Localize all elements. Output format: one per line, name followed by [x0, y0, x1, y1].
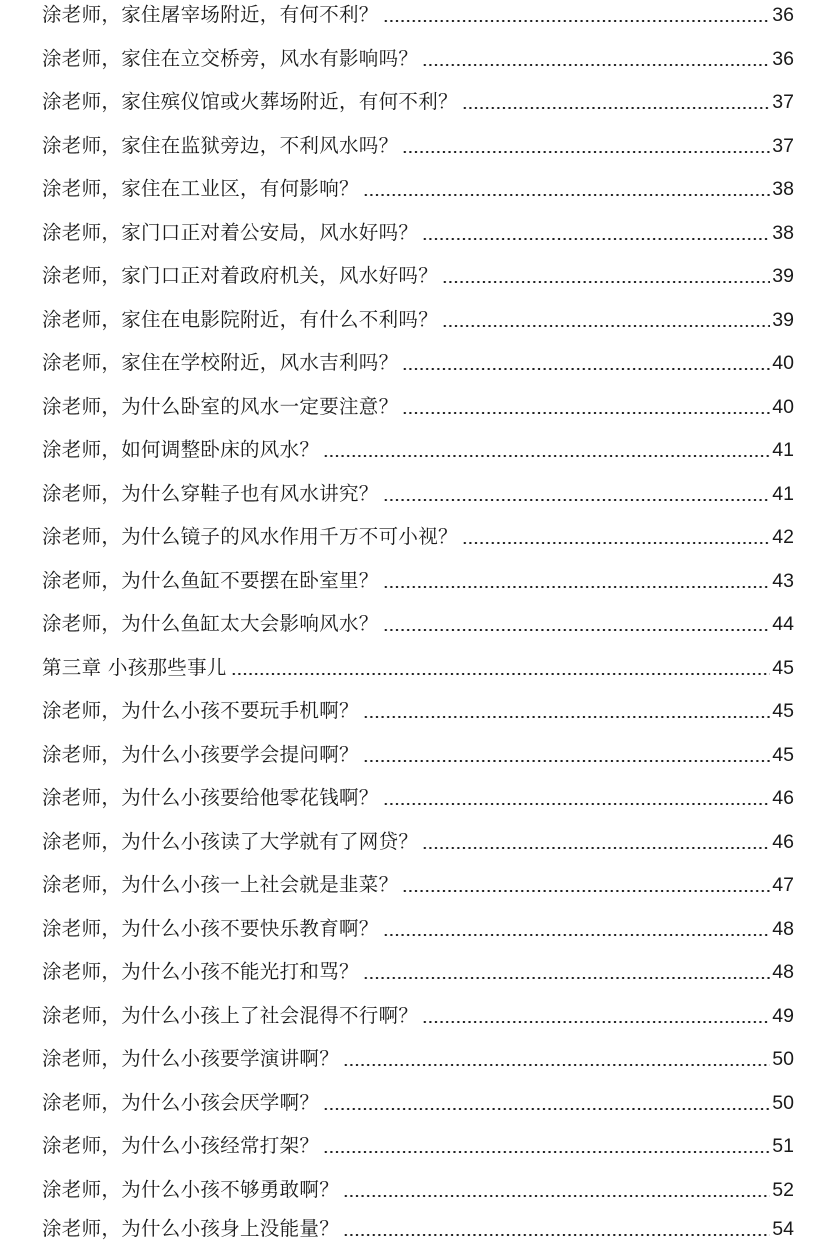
- dot-leader: [442, 281, 770, 283]
- toc-entry: [42, 870, 794, 900]
- toc-entry-title: 涂老师，家住在监狱旁边，不利风水吗？: [42, 133, 399, 157]
- dot-leader: [363, 194, 770, 196]
- toc-entry-page: 38: [772, 178, 794, 200]
- toc-entry: [42, 305, 794, 335]
- toc-entry: [42, 392, 794, 422]
- toc-entry: [42, 218, 794, 248]
- toc-entry-title: 涂老师，为什么小孩上了社会混得不行啊？: [42, 1003, 419, 1027]
- toc-chapter-heading: [42, 653, 794, 683]
- toc-entry: [42, 1131, 794, 1161]
- toc-entry-page: 37: [772, 134, 794, 157]
- toc-entry-page: 41: [772, 482, 794, 505]
- toc-entry-title: 涂老师，为什么小孩不要玩手机啊？: [42, 699, 359, 722]
- toc-entry-title: 涂老师，为什么小孩不能光打和骂？: [42, 960, 359, 983]
- toc-entry-page: 43: [772, 569, 794, 592]
- toc-entry-title: 涂老师，为什么小孩身上没能量？: [42, 1217, 340, 1240]
- toc-entry: [42, 87, 794, 117]
- toc-entry-page: 36: [772, 4, 794, 26]
- dot-leader: [383, 803, 771, 805]
- toc-entry: [42, 914, 794, 944]
- toc-entry-page: 50: [772, 1091, 794, 1114]
- dot-leader: [442, 325, 770, 327]
- toc-entry-title: 涂老师，家住在学校附近，风水吉利吗？: [42, 351, 399, 374]
- toc-entry: [42, 696, 794, 726]
- toc-entry-title: 涂老师，为什么小孩会厌学啊？: [42, 1090, 320, 1114]
- toc-chapter-title: 第三章 小孩那些事儿: [42, 655, 227, 679]
- toc-entry-page: 36: [772, 47, 794, 70]
- toc-entry-title: 涂老师，为什么鱼缸不要摆在卧室里？: [42, 568, 379, 592]
- toc-entry-page: 51: [772, 1135, 794, 1157]
- toc-entry: [42, 435, 794, 465]
- dot-leader: [323, 455, 770, 457]
- toc-entry-page: 45: [772, 656, 794, 679]
- toc-entry: [42, 1001, 794, 1031]
- toc-entry-page: 40: [772, 352, 794, 374]
- toc-entry-page: 50: [772, 1048, 794, 1070]
- toc-entry-title: 涂老师，如何调整卧床的风水？: [42, 438, 320, 461]
- toc-entry-page: 37: [772, 91, 794, 113]
- dot-leader: [402, 890, 770, 892]
- toc-entry-page: 46: [772, 830, 794, 853]
- toc-entry-title: 涂老师，为什么镜子的风水作用千万不可小视？: [42, 525, 458, 548]
- toc-entry: [42, 174, 794, 204]
- toc-entry-title: 涂老师，为什么小孩经常打架？: [42, 1134, 320, 1157]
- toc-entry: [42, 957, 794, 987]
- toc-entry: [42, 522, 794, 552]
- dot-leader: [462, 542, 770, 544]
- toc-entry-page: 40: [772, 395, 794, 418]
- toc-entry-page: 39: [772, 308, 794, 331]
- dot-leader: [323, 1151, 770, 1153]
- toc-entry-title: 涂老师，为什么穿鞋子也有风水讲究？: [42, 481, 379, 505]
- toc-entry: [42, 44, 794, 74]
- dot-leader: [383, 586, 771, 588]
- toc-entry: [42, 348, 794, 378]
- toc-entry: [42, 827, 794, 857]
- dot-leader: [462, 107, 770, 109]
- toc-entry-title: 涂老师，家住在电影院附近，有什么不利吗？: [42, 307, 439, 331]
- dot-leader: [343, 1064, 770, 1066]
- toc-entry: [42, 0, 794, 30]
- toc-entry-page: 39: [772, 265, 794, 287]
- dot-leader: [363, 977, 770, 979]
- toc-entry-title: 涂老师，家住殡仪馆或火葬场附近，有何不利？: [42, 90, 458, 113]
- toc-entry: [42, 261, 794, 291]
- toc-entry-page: 49: [772, 1004, 794, 1027]
- toc-entry: [42, 1175, 794, 1205]
- toc-entry-title: 涂老师，家门口正对着公安局，风水好吗？: [42, 220, 419, 244]
- toc-entry-page: 45: [772, 743, 794, 766]
- dot-leader: [323, 1108, 770, 1110]
- toc-entry: [42, 1214, 794, 1244]
- dot-leader: [402, 412, 770, 414]
- toc-entry-title: 涂老师，为什么小孩一上社会就是韭菜？: [42, 873, 399, 896]
- dot-leader: [422, 847, 770, 849]
- dot-leader: [402, 151, 770, 153]
- toc-entry: [42, 740, 794, 770]
- dot-leader: [343, 1195, 770, 1197]
- toc-entry-page: 45: [772, 700, 794, 722]
- toc-entry-page: 44: [772, 613, 794, 635]
- dot-leader: [383, 934, 771, 936]
- dot-leader: [422, 64, 770, 66]
- toc-entry-title: 涂老师，为什么小孩要学演讲啊？: [42, 1047, 340, 1070]
- toc-entry-page: 46: [772, 787, 794, 809]
- toc-entry-page: 48: [772, 961, 794, 983]
- dot-leader: [343, 1234, 770, 1236]
- dot-leader: [363, 716, 770, 718]
- toc-entry-page: 54: [772, 1218, 794, 1240]
- toc-entry-title: 涂老师，为什么小孩要给他零花钱啊？: [42, 786, 379, 809]
- toc-entry-title: 涂老师，为什么小孩读了大学就有了网贷？: [42, 829, 419, 853]
- toc-entry: [42, 1044, 794, 1074]
- toc-entry: [42, 1088, 794, 1118]
- toc-entry-title: 涂老师，为什么小孩要学会提问啊？: [42, 742, 359, 766]
- toc-entry-page: 47: [772, 874, 794, 896]
- dot-leader: [422, 1021, 770, 1023]
- dot-leader: [231, 673, 771, 675]
- toc-entry-page: 42: [772, 526, 794, 548]
- toc-entry: [42, 566, 794, 596]
- dot-leader: [383, 499, 771, 501]
- toc-entry-page: 38: [772, 221, 794, 244]
- toc-entry-page: 41: [772, 439, 794, 461]
- toc-entry-title: 涂老师，为什么鱼缸太大会影响风水？: [42, 612, 379, 635]
- toc-entry-page: 52: [772, 1178, 794, 1201]
- toc-entry: [42, 479, 794, 509]
- toc-entry-title: 涂老师，为什么小孩不够勇敢啊？: [42, 1177, 340, 1201]
- toc-entry-title: 涂老师，家住在工业区，有何影响？: [42, 177, 359, 200]
- toc-entry-title: 涂老师，家门口正对着政府机关，风水好吗？: [42, 264, 439, 287]
- dot-leader: [422, 238, 770, 240]
- dot-leader: [383, 20, 771, 22]
- toc-entry: [42, 783, 794, 813]
- toc-entry-page: 48: [772, 917, 794, 940]
- dot-leader: [402, 368, 770, 370]
- dot-leader: [383, 629, 771, 631]
- toc-entry-title: 涂老师，为什么卧室的风水一定要注意？: [42, 394, 399, 418]
- toc-entry-title: 涂老师，家住屠宰场附近，有何不利？: [42, 3, 379, 26]
- toc-entry-title: 涂老师，为什么小孩不要快乐教育啊？: [42, 916, 379, 940]
- toc-entry-title: 涂老师，家住在立交桥旁，风水有影响吗？: [42, 46, 419, 70]
- toc-entry: [42, 131, 794, 161]
- toc-entry: [42, 609, 794, 639]
- dot-leader: [363, 760, 770, 762]
